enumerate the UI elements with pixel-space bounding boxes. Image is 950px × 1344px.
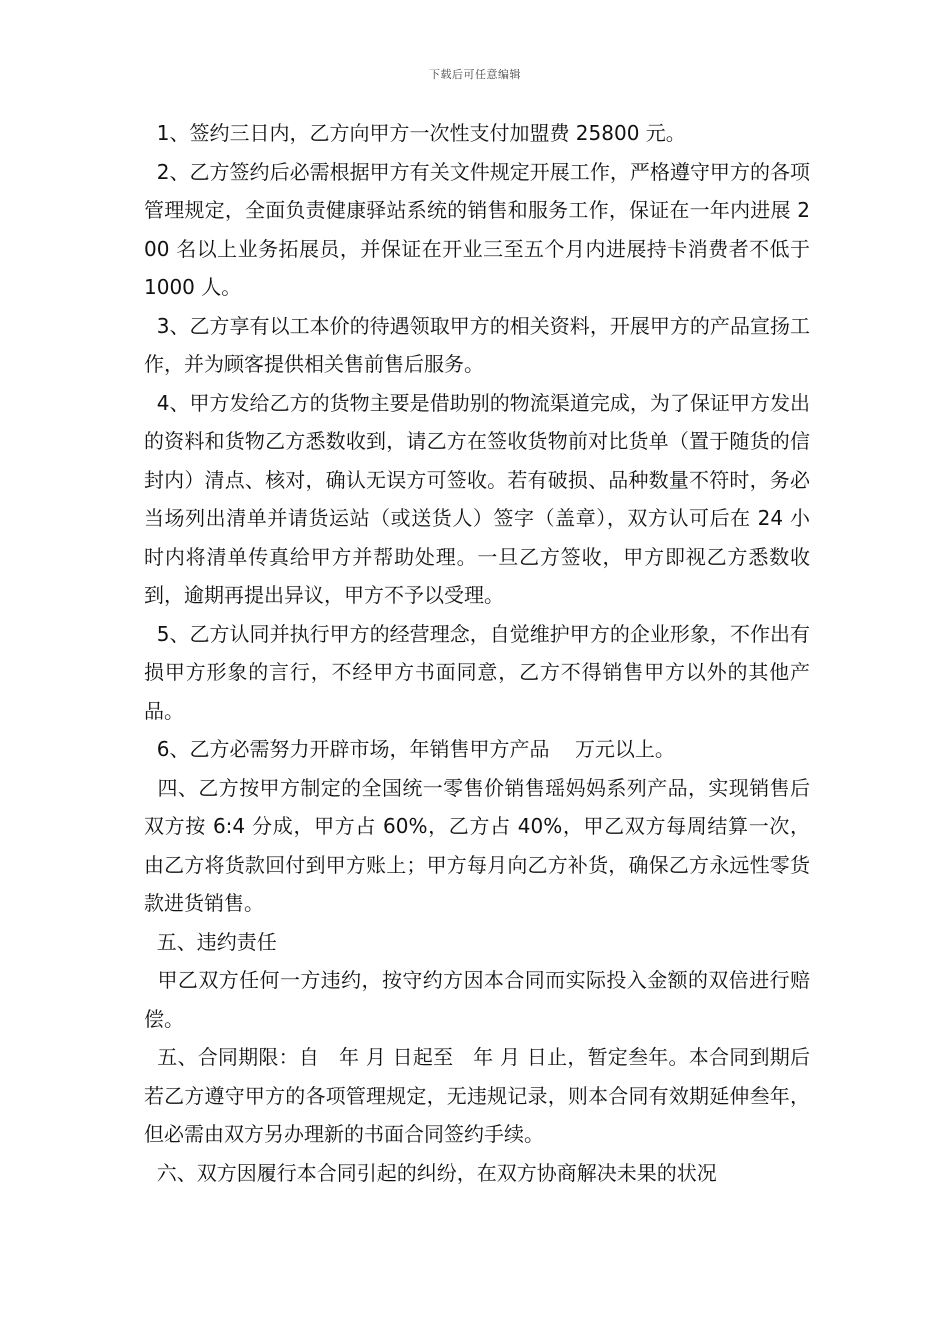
paragraph-clause-4: 4、甲方发给乙方的货物主要是借助别的物流渠道完成，为了保证甲方发出的资料和货物乙方悉数收到，请乙方在签收货物前对比货单（置于随货的信封内）清点、核对，确认无误方可签收。若有破损、品种数量不符时，务必当场列出清单并请货运站（或送货人）签字（盖章），双方认可后在 24 小时内将清单传真给甲方并帮助处理。一旦乙方签收，甲方即视乙方悉数收到，逾期再提出异议，甲方不予以受理。	[144, 390, 810, 607]
paragraph-breach-terms: 甲乙双方任何一方违约，按守约方因本合同而实际投入金额的双倍进行赔偿。	[144, 968, 811, 1031]
paragraph-clause-1: 1、签约三日内，乙方向甲方一次性支付加盟费 25800 元。	[144, 121, 686, 145]
paragraph-contract-term: 五、合同期限：自 年 月 日起至 年 月 日止，暂定叁年。本合同到期后若乙方遵守甲方的各项管理规定，无违规记录，则本合同有效期延伸叁年，但必需由双方另办理新的书面合同签约手续。	[144, 1045, 810, 1146]
header-note: 下载后可任意编辑	[429, 68, 521, 81]
paragraph-clause-5: 5、乙方认同并执行甲方的经营理念，自觉维护甲方的企业形象，不作出有损甲方形象的言行，不经甲方书面同意，乙方不得销售甲方以外的其他产品。	[144, 621, 810, 723]
paragraph-clause-3: 3、乙方享有以工本价的待遇领取甲方的相关资料，开展甲方的产品宣扬工作，并为顾客提供相关售前售后服务。	[144, 313, 810, 376]
document-body	[144, 114, 817, 1192]
paragraph-section-6: 六、双方因履行本合同引起的纠纷，在双方协商解决未果的状况	[144, 1160, 717, 1185]
paragraph-section-4: 四、乙方按甲方制定的全国统一零售价销售瑶妈妈系列产品，实现销售后双方按 6:4 分成，甲方占 60%，乙方占 40%，甲乙双方每周结算一次，由乙方将货款回付到甲方账上；甲方每月向乙方补货，确保乙方永远性零货款进货销售。	[144, 775, 811, 915]
paragraph-clause-2: 2、乙方签约后必需根据甲方有关文件规定开展工作，严格遵守甲方的各项管理规定，全面负责健康驿站系统的销售和服务工作，保证在一年内进展 200 名以上业务拓展员，并保证在开业三至五个月内进展持卡消费者不低于 1000 人。	[144, 159, 817, 299]
paragraph-clause-6: 6、乙方必需努力开辟市场，年销售甲方产品 万元以上。	[144, 737, 675, 761]
section-heading-breach: 五、违约责任	[144, 929, 277, 954]
